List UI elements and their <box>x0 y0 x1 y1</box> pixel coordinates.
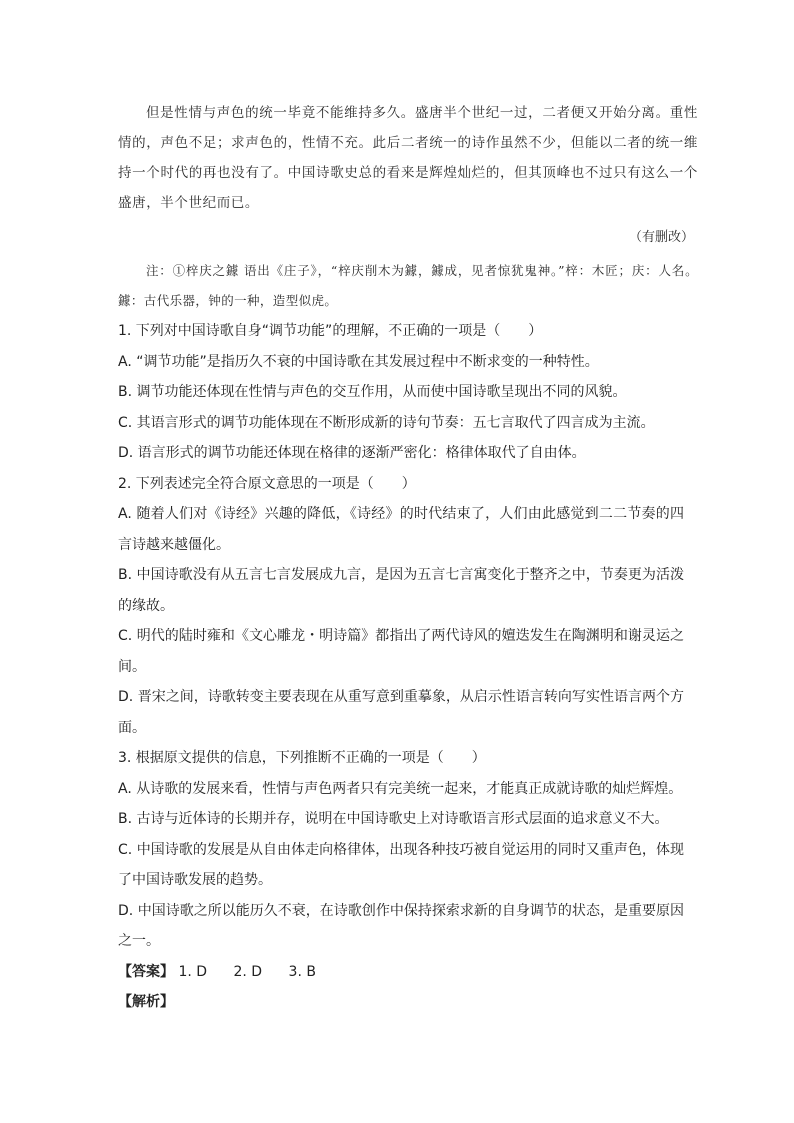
question-3 <box>118 743 684 957</box>
answer-item: 3. B <box>288 963 316 980</box>
question-2 <box>118 469 684 744</box>
option-d: D. 语言形式的调节功能还体现在格律的逐渐严密化：格律体取代了自由体。 <box>118 445 586 461</box>
answer-item: 1. D <box>178 963 208 980</box>
passage-paragraph: 但是性情与声色的统一毕竟不能维持多久。盛唐半个世纪一过，二者便又开始分离。重性情的，声色不足；求声色的，性情不充。此后二者统一的诗作虽然不少，但能以二者的统一维持一个时代的再也没有了。中国诗歌史总的看来是辉煌灿烂的，但其顶峰也不过只有这么一个盛唐，半个世纪而已。 <box>118 105 698 211</box>
question-stem: 1. 下列对中国诗歌自身“调节功能”的理解，不正确的一项是（ ） <box>118 323 543 339</box>
option-c: C. 其语言形式的调节功能体现在不断形成新的诗句节奏：五七言取代了四言成为主流。 <box>118 414 655 431</box>
option-b: B. 调节功能还体现在性情与声色的交互作用，从而使中国诗歌呈现出不同的风貌。 <box>118 384 627 400</box>
source-note: （有删改） <box>628 230 694 245</box>
question-stem: 3. 根据原文提供的信息，下列推断不正确的一项是（ ） <box>118 750 486 766</box>
option-c: C. 中国诗歌的发展是从自由体走向格律体，出现各种技巧被自觉运用的同时又重声色，体现了中国诗歌发展的趋势。 <box>118 841 684 888</box>
option-a: A. 从诗歌的发展来看，性情与声色两者只有完美统一起来，才能真正成就诗歌的灿烂辉煌。 <box>118 780 683 797</box>
footnote-text: 注：①梓庆之鐻 语出《庄子》，“梓庆削木为鐻，鐻成，见者惊犹鬼神。”梓：木匠；庆：人名。鐻：古代乐器，钟的一种，造型似虎。 <box>118 263 698 308</box>
answer-tag: 【答案】 <box>118 963 174 980</box>
passage <box>118 98 698 218</box>
answer-row <box>118 957 684 988</box>
option-d: D. 晋宋之间，诗歌转变主要表现在从重写意到重摹象，从启示性语言转向写实性语言两个方面。 <box>118 689 684 736</box>
option-a: A. “调节功能”是指历久不衰的中国诗歌在其发展过程中不断求变的一种特性。 <box>118 353 599 370</box>
answer-item: 2. D <box>233 963 263 980</box>
question-stem: 2. 下列表述完全符合原文意思的一项是（ ） <box>118 475 416 492</box>
option-b: B. 中国诗歌没有从五言七言发展成九言，是因为五言七言寓变化于整齐之中，节奏更为活泼的缘故。 <box>118 567 684 614</box>
question-1 <box>118 316 684 469</box>
option-b: B. 古诗与近体诗的长期并存，说明在中国诗歌史上对诗歌语言形式层面的追求意义不大。 <box>118 811 669 827</box>
analysis-row <box>118 987 684 1018</box>
analysis-tag: 【解析】 <box>118 994 174 1010</box>
option-c: C. 明代的陆时雍和《文心雕龙・明诗篇》都指出了两代诗风的嬗迭发生在陶渊明和谢灵运之间。 <box>118 628 684 675</box>
option-a: A. 随着人们对《诗经》兴趣的降低，《诗经》的时代结束了，人们由此感觉到二二节奏的四言诗越来越僵化。 <box>118 506 684 553</box>
footnote <box>118 256 698 316</box>
question-list <box>118 316 684 1018</box>
option-d: D. 中国诗歌之所以能历久不衰，在诗歌创作中保持探索求新的自身调节的状态，是重要原因之一。 <box>118 902 684 949</box>
